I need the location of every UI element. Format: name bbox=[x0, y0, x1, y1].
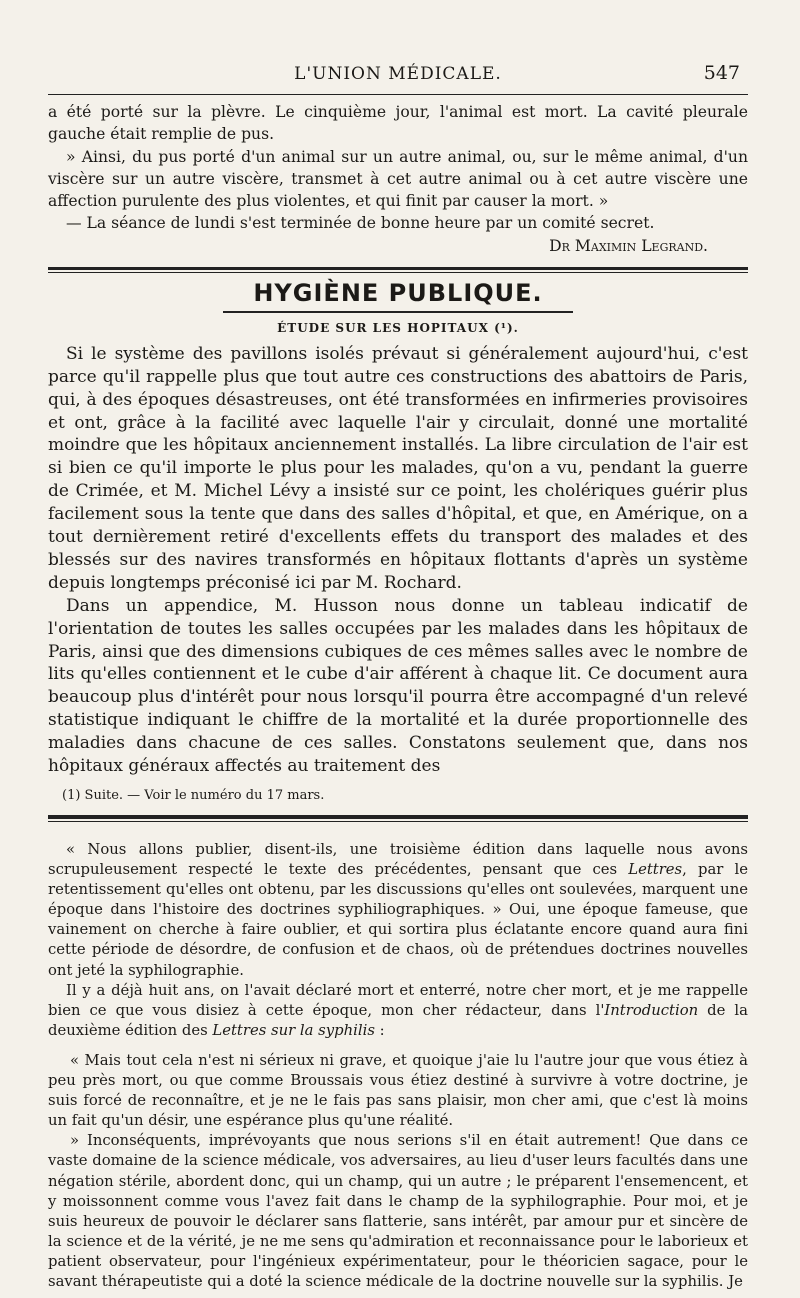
section-title: HYGIÈNE PUBLIQUE. bbox=[253, 278, 543, 307]
quoted-paragraph: » Inconséquents, imprévoyants que nous serions s'il en était autrement! Que dans ce vaste domaine de la science médicale, vos adversaires, au lieu d'user leurs facultés dans une négation stérile, abordent donc, qui un champ, qui un autre ; le préparent l'ensemencent, et y moissonnent comme vous l'avez fait dans le champ de la syphilographie. Pour moi, et je suis heureux de pouvoir le déclarer sans flatterie, sans intérêt, par amour pur et sincère de la science et de la vérité, je ne me sens qu'admiration et reconnaissance pour le laborieux et patient observateur, pour l'ingénieux expérimentateur, pour le théoricien sagace, pour le savant thérapeutiste qui a doté la science médicale de la doctrine nouvelle sur la syphilis. Je bbox=[48, 1132, 748, 1290]
paragraph: » Ainsi, du pus porté d'un animal sur un autre animal, ou, sur le même animal, d'un viscère sur un autre viscère, transmet à cet autre animal ou à cet autre viscère une affection purulente des plus violentes, et qui finit par causer la mort. » bbox=[48, 147, 748, 211]
footnote: (1) Suite. — Voir le numéro du 17 mars. bbox=[62, 788, 325, 803]
feuilleton-divider bbox=[48, 815, 748, 822]
paragraph: Dans un appendice, M. Husson nous donne un tableau indicatif de l'orientation de toutes les salles occupées par les malades dans les hôpitaux de Paris, ainsi que des dimensions cubiques de ces mêmes salles avec le nombre de lits qu'elles contiennent et le cube d'air afférent à chaque lit. Ce document aura beaucoup plus d'intérêt pour nous lorsqu'il pourra être accompagné d'un relevé statistique indiquant le chiffre de la mortalité et la durée proportionnelle des maladies dans chacune de ces salles. Constatons seulement que, dans nos hôpitaux généraux affectés au traitement des bbox=[48, 595, 748, 777]
quoted-paragraph: « Mais tout cela n'est ni sérieux ni grave, et quoique j'aie lu l'autre jour que vous étiez à peu près mort, ou que comme Broussais vous étiez destiné à survivre à votre doctrine, je suis forcé de reconnaître, et je ne le fais pas sans plaisir, mon cher ami, que c'est là moins un fait qu'un désir, une espérance plus qu'une réalité. bbox=[48, 1051, 748, 1130]
text-run: « Nous allons publier, disent-ils, une troisième édition dans laquelle nous avons scrupuleusement respecté le texte des précédentes, pensant que ces bbox=[48, 841, 748, 879]
article-body bbox=[48, 343, 748, 778]
italic-title: Lettres bbox=[628, 861, 683, 879]
article-subtitle: ÉTUDE SUR LES HOPITAUX (¹). bbox=[277, 320, 519, 335]
paragraph bbox=[48, 981, 748, 1041]
text-run: Il y a déjà huit ans, on l'avait déclaré mort et enterré, notre cher mort, et je me rappelle bien ce que vous disiez à cette époque, mon cher rédacteur, dans l' bbox=[48, 981, 748, 1019]
paragraph: — La séance de lundi s'est terminée de bonne heure par un comité secret. bbox=[66, 214, 655, 233]
page-number: 547 bbox=[703, 62, 740, 84]
feuilleton bbox=[48, 840, 748, 1292]
text-run: : bbox=[374, 1021, 385, 1039]
text-run: de la deuxième édition des bbox=[48, 1001, 748, 1039]
text-run: , par le retentissement qu'elles ont obtenu, par les discussions qu'elles ont soulevées, marquent une époque dans l'histoire des doctrines syphiliographiques. » Oui, une époque fameuse, que vainement on cherche à faire oublier, et qui sortira plus éclatante encore quand aura fini cette période de désordre, de confusion et de chaos, où de prétendues doctrines nouvelles ont jeté la syphilographie. bbox=[48, 861, 748, 979]
italic-title: Introduction bbox=[604, 1001, 699, 1019]
header-rule bbox=[48, 94, 748, 95]
running-head bbox=[48, 56, 748, 94]
paragraph bbox=[48, 840, 748, 981]
journal-title: L'UNION MÉDICALE. bbox=[294, 64, 502, 84]
previous-article-end bbox=[48, 101, 748, 257]
author-signature: Dr Maximin Legrand. bbox=[549, 236, 708, 255]
paragraph: a été porté sur la plèvre. Le cinquième jour, l'animal est mort. La cavité pleurale gauche était remplie de pus. bbox=[48, 103, 748, 144]
paragraph: Si le système des pavillons isolés prévaut si généralement aujourd'hui, c'est parce qu'il rappelle plus que tout autre ces constructions des abattoirs de Paris, qui, à des époques désastreuses, ont été transformées en infirmeries provisoires et ont, grâce à la facilité avec laquelle l'air y circulait, donné une mortalité moindre que les hôpitaux anciennement installés. La libre circulation de l'air est si bien ce qu'il importe le plus pour les malades, qu'on a vu, pendant la guerre de Crimée, et M. Michel Lévy a insisté sur ce point, les cholériques guérir plus facilement sous la tente que dans des salles d'hôpital, et que, en Amérique, on a tout dernièrement retiré d'excellents effets du transport des malades et des blessés sur des navires transformés en hôpitaux flottants d'après un système depuis longtemps préconisé ici par M. Rochard. bbox=[48, 343, 748, 593]
section-divider bbox=[48, 267, 748, 273]
title-underline bbox=[223, 311, 573, 313]
italic-title: Lettres sur la syphilis bbox=[212, 1021, 375, 1039]
